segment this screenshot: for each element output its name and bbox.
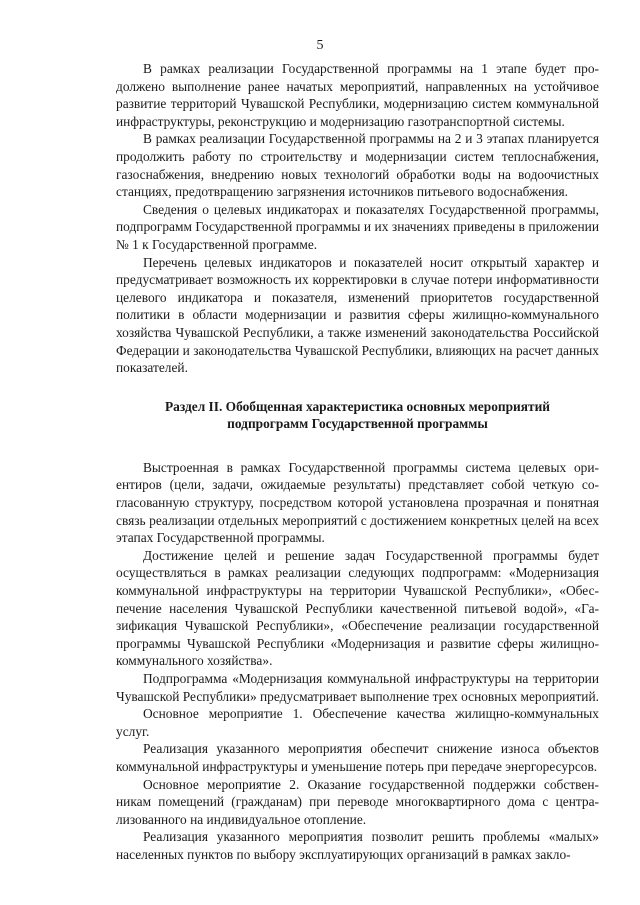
paragraph: Основное мероприятие 2. Оказание государственной поддержки собственникам помещений (гражданам) при переводе многоквартирного дома с централизованного на индивидуальное отопление. (116, 776, 599, 827)
document-body (116, 60, 599, 864)
paragraph: Сведения о целевых индикаторах и показателях Государственной программы, подпрограмм Государственной программы и их значениях приведены в приложении № 1 к Государственной программе. (116, 201, 599, 252)
paragraph: Реализация указанного мероприятия позволит решить проблемы «малых» населенных пунктов по выбору эксплуатирующих организаций в рамках закло- (116, 829, 599, 862)
section-heading-line-1: Раздел II. Обобщенная характеристика основных мероприятий (164, 398, 551, 414)
section-heading (116, 398, 599, 433)
paragraph: Достижение целей и решение задач Государственной программы будет осуществляться в рамках реализации следующих подпрограмм: «Модернизация коммунальной инфраструктуры на территории Чувашской Республики», «Обеспечение населения Чувашской Республики качественной питьевой водой», «Газификация Чувашской Республики», «Обеспечение реализации государственной программы Чувашской Республики «Модернизация и развитие сферы жилищно-коммунального хозяйства». (116, 547, 599, 669)
paragraph: Основное мероприятие 1. Обеспечение качества жилищно-коммунальных услуг. (116, 706, 599, 739)
page-number: 5 (316, 38, 324, 53)
paragraph: Реализация указанного мероприятия обеспечит снижение износа объектов коммунальной инфраструктуры и уменьшение потерь при передаче энергоресурсов. (116, 741, 599, 774)
paragraph: В рамках реализации Государственной программы на 2 и 3 этапах планируется продолжить работу по строительству и модернизации систем теплоснабжения, газоснабжения, внедрению новых технологий обработки воды на водоочистных станциях, предотвращению загрязнения источников питьевого водоснабжения. (116, 131, 599, 200)
section-heading-line-2: подпрограмм Государственной программы (227, 416, 488, 432)
paragraph: В рамках реализации Государственной программы на 1 этапе будет продолжено выполнение ранее начатых мероприятий, направленных на устойчивое развитие территорий Чувашской Республики, модернизацию систем коммунальной инфраструктуры, реконструкцию и модернизацию газотранспортной системы. (116, 61, 599, 129)
paragraph: Выстроенная в рамках Государственной программы система целевых ориентиров (цели, задачи, ожидаемые результаты) представляет собой четкую согласованную структуру, посредством которой установлена прозрачная и понятная связь реализации отдельных мероприятий с достижением конкретных целей на всех этапах Государственной программы. (116, 459, 599, 546)
paragraph: Подпрограмма «Модернизация коммунальной инфраструктуры на территории Чувашской Республики» предусматривает выполнение трех основных мероприятий. (116, 671, 599, 704)
paragraph: Перечень целевых индикаторов и показателей носит открытый характер и предусматривает возможность их корректировки в случае потери информативности целевого индикатора и показателя, изменений приоритетов государственной политики в области модернизации и развития сферы жилищно-коммунального хозяйства Чувашской Республики, а также изменений законодательства Российской Федерации и законодательства Чувашской Республики, влияющих на расчет данных показателей. (116, 254, 599, 376)
